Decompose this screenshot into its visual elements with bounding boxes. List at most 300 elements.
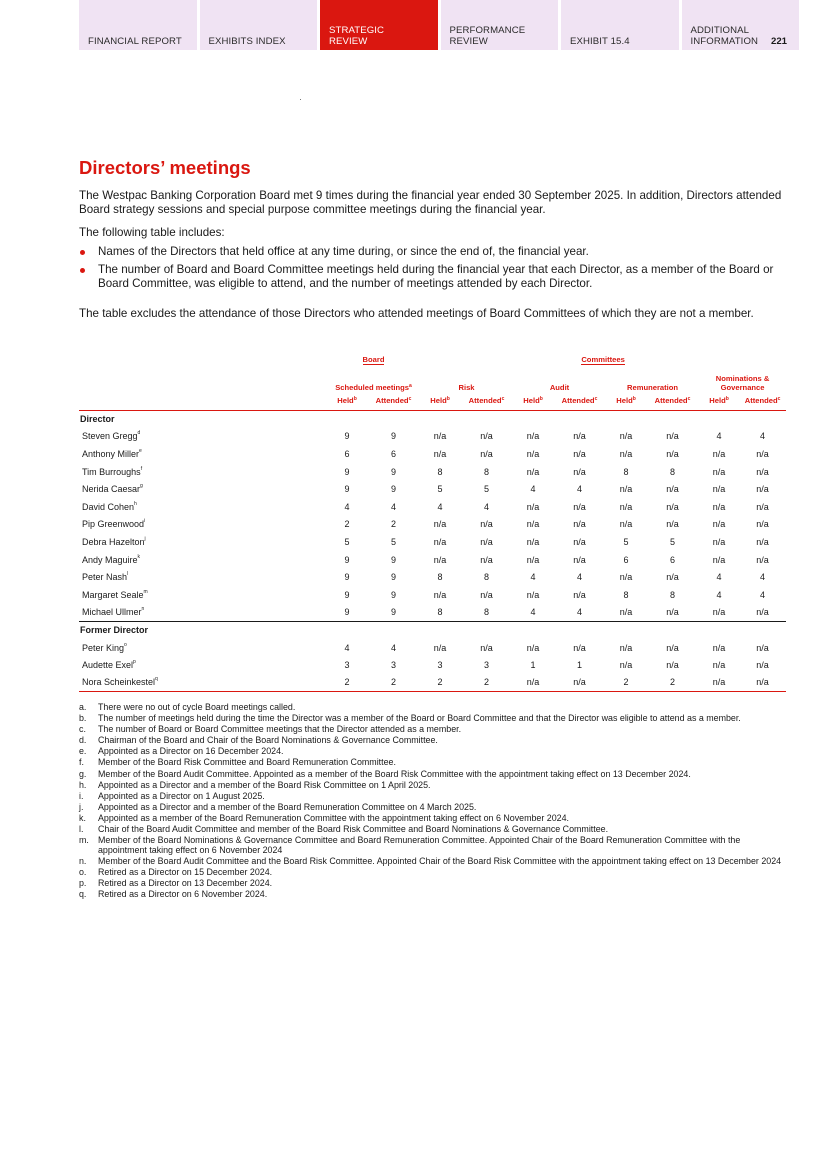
footnote-item [79, 736, 791, 745]
tab-financial-report[interactable] [79, 0, 197, 50]
footnote-item [79, 814, 791, 823]
table-cell: n/a [433, 448, 447, 459]
table-cell: n/a [619, 484, 633, 495]
tab-label: FINANCIAL REPORT [88, 36, 182, 47]
director-name: Debra Hazelton [82, 536, 145, 547]
table-cell: 4 [760, 589, 766, 600]
table-cell: n/a [712, 607, 726, 618]
director-name-cell [79, 674, 327, 692]
column-header-held [606, 392, 646, 410]
bullet-dot-icon [80, 268, 85, 273]
column-header-held [420, 392, 460, 410]
footnote-key: o. [79, 866, 87, 877]
table-cell: n/a [573, 536, 586, 547]
table-cell: n/a [480, 448, 493, 459]
director-name-cell [79, 480, 327, 498]
table-cell: n/a [619, 448, 633, 459]
table-cell: 9 [391, 484, 397, 495]
director-name: Michael Ullmer [82, 607, 142, 618]
top-navigation [79, 0, 799, 50]
table-cell: 6 [391, 448, 397, 459]
column-header-label: Attended [744, 396, 778, 406]
section-row-directors [79, 410, 786, 428]
table-cell: 2 [437, 677, 443, 688]
table-cell: n/a [756, 484, 769, 495]
footnote-text: Retired as a Director on 13 December 2024. [98, 877, 273, 888]
page-title: Directors’ meetings [79, 157, 251, 178]
column-header-label: Attended [654, 396, 688, 406]
footnote-marker: g [140, 483, 143, 490]
footnote-marker: o [124, 641, 127, 648]
footnote-item [79, 803, 791, 812]
tab-exhibits-index[interactable] [200, 0, 318, 50]
table-cell: 8 [623, 466, 629, 477]
column-header-label: Held [616, 396, 633, 406]
director-name-cell [79, 463, 327, 481]
table-cell: 8 [437, 572, 443, 583]
footnote-key: h. [79, 779, 87, 790]
footnote-marker: c [594, 396, 598, 403]
table-cell: n/a [712, 660, 726, 671]
column-header-row [79, 392, 786, 410]
footnote-text: Member of the Board Audit Committee. Appointed as a member of the Board Risk Committee with the appointment taking effect on 13 December 2024. [98, 768, 691, 779]
table-cell: n/a [433, 589, 447, 600]
footnote-text: Retired as a Director on 6 November 2024. [98, 888, 268, 899]
table-cell: n/a [756, 519, 769, 530]
director-name-cell [79, 498, 327, 516]
footnote-marker: b [725, 396, 729, 403]
table-cell: n/a [573, 519, 586, 530]
table-row [79, 639, 786, 657]
footnote-key: g. [79, 768, 87, 779]
table-cell: 4 [716, 589, 722, 600]
director-name-cell [79, 639, 327, 657]
lead-in-paragraph: The following table includes: [79, 226, 225, 239]
table-cell: 9 [391, 431, 397, 442]
table-cell: n/a [619, 501, 633, 512]
page-number: 221 [770, 36, 787, 47]
attendance-table [79, 350, 786, 692]
table-cell: 4 [716, 572, 722, 583]
table-cell: n/a [666, 484, 679, 495]
column-header-label: Held [523, 396, 540, 406]
table-cell: n/a [433, 536, 447, 547]
footnote-marker: k [137, 553, 141, 560]
table-cell: 5 [344, 536, 350, 547]
table-cell: n/a [756, 607, 769, 618]
column-header-label: Attended [561, 396, 595, 406]
table-cell: n/a [526, 642, 540, 653]
director-name: Audette Exel [82, 660, 134, 671]
table-row [79, 463, 786, 481]
table-cell: 1 [530, 660, 536, 671]
footnote-item [79, 781, 791, 790]
bullet-list [79, 245, 789, 295]
footnote-marker: b [446, 396, 450, 403]
table-cell: n/a [756, 660, 769, 671]
table-cell: n/a [619, 572, 633, 583]
footnote-marker: n [141, 606, 145, 613]
table-row [79, 551, 786, 569]
table-cell: 4 [577, 607, 583, 618]
table-cell: n/a [433, 642, 447, 653]
footnote-marker: c [687, 396, 691, 403]
footnote-marker: l [127, 571, 129, 578]
table-cell: n/a [756, 448, 769, 459]
tab-strategic-review[interactable] [320, 0, 438, 50]
table-cell: n/a [480, 519, 493, 530]
footnote-item [79, 747, 791, 756]
footnote-marker: f [140, 465, 143, 472]
footnote-text: Appointed as a Director and a member of the Board Risk Committee on 1 April 2025. [98, 779, 431, 790]
footnote-item [79, 857, 791, 866]
bullet-text: Names of the Directors that held office at any time during, or since the end of, the financial year. [98, 245, 589, 258]
table-cell: 8 [623, 589, 629, 600]
table-cell: n/a [573, 589, 586, 600]
table-cell: n/a [619, 519, 633, 530]
table-cell: 5 [391, 536, 397, 547]
group-header-board: Board [362, 355, 385, 364]
sub-header-risk: Risk [458, 383, 475, 392]
table-cell: 9 [344, 589, 350, 600]
table-cell: 8 [670, 466, 676, 477]
sub-header-row [79, 365, 786, 392]
table-cell: n/a [619, 660, 633, 671]
director-name: Anthony Miller [82, 448, 140, 459]
director-name: Peter King [82, 642, 125, 653]
director-name: Andy Maguire [82, 554, 138, 565]
column-header-attended [646, 392, 699, 410]
footnote-text: Appointed as a member of the Board Remuneration Committee with the appointment taking effect on 6 November 2024. [98, 812, 569, 823]
table-cell: n/a [433, 431, 447, 442]
table-cell: 2 [344, 519, 350, 530]
footnote-key: p. [79, 877, 87, 888]
table-body [79, 410, 786, 692]
tab-label: EXHIBITS INDEX [208, 36, 286, 47]
sub-header-scheduled [327, 365, 420, 392]
table-cell: 4 [391, 501, 397, 512]
table-cell: 8 [437, 607, 443, 618]
column-header-label: Held [337, 396, 354, 406]
table-cell: 9 [344, 572, 350, 583]
footnote-marker: p [133, 659, 136, 666]
footnote-key: j. [79, 801, 84, 812]
table-row [79, 445, 786, 463]
table-cell: 4 [344, 642, 350, 653]
table-cell: n/a [666, 607, 679, 618]
footnote-key: f. [79, 757, 84, 768]
column-header-label: Held [709, 396, 726, 406]
bullet-dot-icon [80, 250, 85, 255]
table-cell: n/a [619, 642, 633, 653]
table-row [79, 428, 786, 446]
table-cell: n/a [756, 466, 769, 477]
column-header-attended [553, 392, 606, 410]
footnote-text: Appointed as a Director and a member of the Board Remuneration Committee on 4 March 2025. [98, 801, 477, 812]
footnote-text: Chairman of the Board and Chair of the Board Nominations & Governance Committee. [98, 735, 438, 746]
group-header-committees: Committees [581, 355, 625, 364]
sub-header-nominations: Nominations & Governance [715, 374, 770, 392]
footnote-key: c. [79, 724, 86, 735]
table-cell: n/a [666, 519, 679, 530]
table-cell: n/a [526, 466, 540, 477]
footnote-item [79, 758, 791, 767]
table-cell: 9 [391, 466, 397, 477]
table-row [79, 674, 786, 692]
table-cell: n/a [712, 501, 726, 512]
table-cell: 8 [437, 466, 443, 477]
table-cell: 4 [530, 572, 536, 583]
table-cell: n/a [480, 642, 493, 653]
table-cell: n/a [526, 519, 540, 530]
footnote-marker: c [408, 396, 412, 403]
table-cell: 6 [623, 554, 629, 565]
table-cell: 9 [344, 431, 350, 442]
sub-header-label: Scheduled meetings [335, 383, 410, 392]
sub-header-remuneration: Remuneration [626, 383, 679, 392]
footnote-item [79, 836, 791, 855]
director-name-cell [79, 551, 327, 569]
footnote-marker: b [353, 396, 357, 403]
footnote-item [79, 714, 791, 723]
tab-label: PERFORMANCE REVIEW [449, 25, 526, 47]
footnote-text: Member of the Board Audit Committee and the Board Risk Committee. Appointed Chair of the Board Risk Committee with the appointment taking effect on 13 December 2024 [98, 855, 782, 866]
column-header-held [327, 392, 367, 410]
tab-label: EXHIBIT 15.4 [570, 36, 630, 47]
attendance-table-wrapper [79, 350, 786, 692]
footnote-item [79, 868, 791, 877]
list-item [79, 245, 789, 259]
director-name: David Cohen [82, 501, 135, 512]
footnote-item [79, 792, 791, 801]
table-cell: 4 [760, 572, 766, 583]
director-name: Nora Scheinkestel [82, 677, 156, 688]
table-cell: 4 [716, 431, 722, 442]
table-cell: 8 [670, 589, 676, 600]
footnote-marker: m [143, 588, 148, 595]
column-header-attended [460, 392, 513, 410]
table-cell: n/a [526, 554, 540, 565]
footnote-item [79, 725, 791, 734]
footnote-text: There were no out of cycle Board meetings called. [98, 702, 296, 712]
table-cell: 2 [344, 677, 350, 688]
tab-additional-information[interactable] [682, 0, 800, 50]
tab-performance-review[interactable] [441, 0, 559, 50]
table-cell: 2 [484, 677, 490, 688]
footnote-marker: b [539, 396, 543, 403]
column-header-held [699, 392, 739, 410]
footnote-text: Member of the Board Risk Committee and Board Remuneration Committee. [98, 757, 396, 768]
table-cell: 4 [484, 501, 490, 512]
table-cell: n/a [573, 466, 586, 477]
table-row [79, 498, 786, 516]
table-cell: 8 [484, 572, 490, 583]
table-row [79, 586, 786, 604]
footnote-key: e. [79, 746, 87, 757]
table-cell: n/a [756, 677, 769, 688]
footnote-item [79, 890, 791, 899]
table-cell: 8 [484, 466, 490, 477]
table-cell: n/a [666, 501, 679, 512]
column-header-held [513, 392, 553, 410]
footnote-text: Appointed as a Director on 16 December 2024. [98, 746, 284, 757]
table-cell: 9 [344, 466, 350, 477]
table-cell: 2 [670, 677, 676, 688]
director-name: Nerida Caesar [82, 484, 141, 495]
footnote-text: Appointed as a Director on 1 August 2025. [98, 790, 265, 801]
bullet-text: The number of Board and Board Committee meetings held during the financial year that each Director, as a member of the Board or Board Committee, was eligible to attend, and the number of meetings attended by each Director. [98, 263, 774, 290]
table-cell: n/a [526, 589, 540, 600]
footnote-marker: a [409, 383, 412, 389]
footnote-marker: b [632, 396, 636, 403]
table-cell: 8 [484, 607, 490, 618]
table-cell: n/a [712, 677, 726, 688]
intro-paragraph: The Westpac Banking Corporation Board met 9 times during the financial year ended 30 September 2025. In addition, Directors attended Board strategy sessions and special purpose committee meetings during the financial year. [79, 189, 782, 216]
table-cell: 1 [577, 660, 583, 671]
director-name-cell [79, 428, 327, 446]
table-cell: 4 [577, 572, 583, 583]
table-cell: n/a [666, 572, 679, 583]
table-cell: 6 [670, 554, 676, 565]
table-cell: n/a [756, 536, 769, 547]
footnote-key: n. [79, 855, 87, 866]
tab-exhibit-15-4[interactable] [561, 0, 679, 50]
footnote-marker: d [137, 430, 141, 437]
table-cell: 4 [437, 501, 443, 512]
table-cell: 3 [391, 660, 397, 671]
sub-header-audit: Audit [549, 383, 570, 392]
table-cell: 9 [391, 589, 397, 600]
table-cell: 9 [391, 554, 397, 565]
footnote-item [79, 825, 791, 834]
table-cell: 9 [391, 572, 397, 583]
footnote-marker: h [134, 500, 137, 507]
table-cell: 9 [391, 607, 397, 618]
footnote-text: The number of meetings held during the time the Director was a member of the Board or Board Committee and that the Director was eligible to attend as a member. [98, 713, 741, 724]
footnote-item [79, 770, 791, 779]
footnote-key: k. [79, 812, 86, 823]
table-cell: 4 [344, 501, 350, 512]
footnote-marker: q [155, 676, 158, 683]
table-cell: n/a [433, 519, 447, 530]
table-cell: n/a [480, 554, 493, 565]
table-cell: n/a [526, 448, 540, 459]
footnote-key: b. [79, 713, 87, 724]
table-cell: 3 [437, 660, 443, 671]
table-cell: n/a [666, 642, 679, 653]
table-cell: n/a [526, 501, 540, 512]
table-cell: n/a [480, 589, 493, 600]
footnote-key: i. [79, 790, 84, 801]
table-cell: 5 [623, 536, 629, 547]
director-name-cell [79, 586, 327, 604]
director-name: Tim Burroughs [82, 466, 141, 477]
section-row-former-directors [79, 621, 786, 639]
table-cell: n/a [666, 448, 679, 459]
table-cell: n/a [526, 677, 540, 688]
footnotes-list [79, 703, 791, 901]
director-name-cell [79, 516, 327, 534]
column-header-attended [367, 392, 420, 410]
table-cell: n/a [666, 660, 679, 671]
column-header-label: Attended [375, 396, 409, 406]
director-name: Peter Nash [82, 572, 128, 583]
table-cell: 2 [391, 519, 397, 530]
table-cell: 5 [437, 484, 443, 495]
table-row [79, 516, 786, 534]
footnote-key: q. [79, 888, 87, 899]
tab-label: ADDITIONAL INFORMATION [690, 25, 759, 47]
table-row [79, 480, 786, 498]
director-name-cell [79, 568, 327, 586]
table-cell: 9 [344, 607, 350, 618]
table-row [79, 656, 786, 674]
footnote-key: l. [79, 824, 84, 835]
stray-dot [300, 99, 301, 100]
table-cell: n/a [480, 536, 493, 547]
footnote-item [79, 703, 791, 712]
table-cell: 4 [760, 431, 766, 442]
table-cell: 6 [344, 448, 350, 459]
table-cell: 5 [484, 484, 490, 495]
table-cell: n/a [573, 501, 586, 512]
table-cell: 4 [577, 484, 583, 495]
section-label: Director [80, 414, 115, 425]
table-cell: n/a [526, 431, 540, 442]
table-cell: n/a [712, 642, 726, 653]
table-cell: n/a [480, 431, 493, 442]
table-cell: n/a [756, 642, 769, 653]
table-cell: n/a [573, 642, 586, 653]
table-row [79, 568, 786, 586]
table-cell: n/a [619, 431, 633, 442]
table-cell: 9 [344, 484, 350, 495]
list-item [79, 263, 789, 291]
director-name-cell [79, 604, 327, 622]
footnote-text: Member of the Board Nominations & Governance Committee and Board Remuneration Committee. Appointed Chair of the Board Remuneration Committee with the appointment taking effect on 6 November 2024 [98, 835, 741, 855]
footnote-text: Chair of the Board Audit Committee and member of the Board Risk Committee and Board Nominations & Governance Committee. [98, 824, 609, 835]
table-cell: n/a [712, 448, 726, 459]
table-cell: n/a [619, 607, 633, 618]
table-cell: n/a [573, 448, 586, 459]
table-cell: n/a [573, 677, 586, 688]
group-header-row [79, 350, 786, 365]
footnote-key: a. [79, 702, 87, 712]
footnote-marker: j [144, 535, 146, 542]
footnote-marker: e [139, 447, 142, 454]
table-cell: n/a [712, 536, 726, 547]
section-label: Former Director [80, 625, 149, 636]
director-name: Margaret Seale [82, 589, 144, 600]
table-cell: n/a [666, 431, 679, 442]
table-cell: 2 [391, 677, 397, 688]
table-cell: 3 [344, 660, 350, 671]
table-cell: n/a [712, 484, 726, 495]
table-cell: n/a [712, 466, 726, 477]
table-row [79, 604, 786, 622]
director-name: Steven Gregg [82, 431, 138, 442]
column-header-attended [739, 392, 786, 410]
table-cell: 4 [391, 642, 397, 653]
table-cell: 5 [670, 536, 676, 547]
table-cell: 9 [344, 554, 350, 565]
director-name-cell [79, 445, 327, 463]
director-name-cell [79, 656, 327, 674]
table-cell: n/a [573, 554, 586, 565]
director-name: Pip Greenwood [82, 519, 145, 530]
table-cell: 4 [530, 484, 536, 495]
table-cell: 2 [623, 677, 629, 688]
